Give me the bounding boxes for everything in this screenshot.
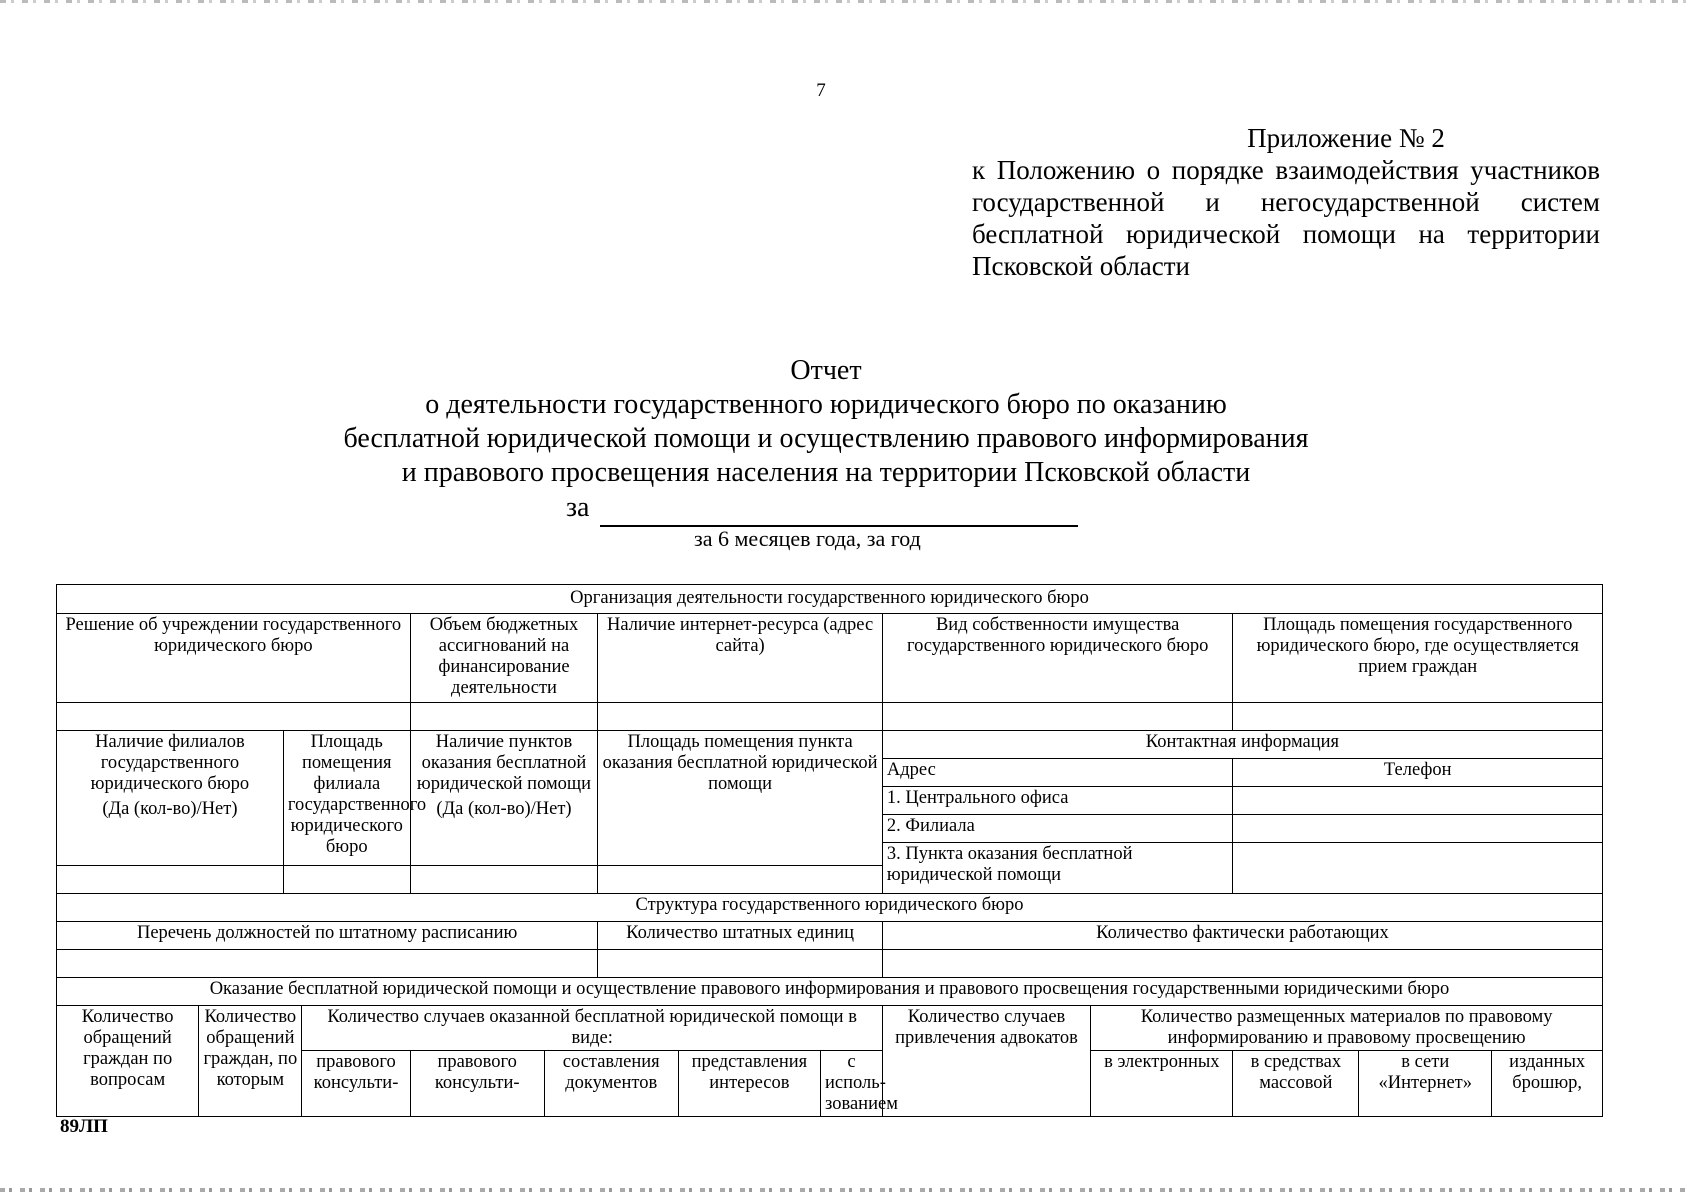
point-address-label: 3. Пункта оказания бесплатной юридической помощи <box>882 843 1233 894</box>
positions-header: Перечень должностей по штатному расписанию <box>57 922 598 950</box>
branch-phone <box>1233 815 1603 843</box>
point-area-value <box>598 866 883 894</box>
lawyers-header: Количество случаев привлечения адвокатов <box>882 1006 1090 1117</box>
branches-label: Наличие филиалов государственного юридического бюро <box>90 732 250 794</box>
internet-header: Наличие интернет-ресурса (адрес сайта) <box>598 614 883 703</box>
internet-net-header: в сети «Интернет» <box>1359 1051 1492 1117</box>
req-on-issues-header: Количество обращений граждан по вопросам <box>57 1006 199 1117</box>
using-header: с исполь- зованием <box>821 1051 883 1117</box>
appendix-body: к Положению о порядке взаимодействия участников государственной и негосударственной систем бесплатной юридической помощи на территории Псковской области <box>972 155 1600 281</box>
contact-header: Контактная информация <box>882 731 1602 759</box>
points-label: Наличие пунктов оказания бесплатной юридической помощи <box>416 732 592 794</box>
phone-header: Телефон <box>1233 759 1603 787</box>
points-value <box>410 866 598 894</box>
ownership-header: Вид собственности имущества государственного юридического бюро <box>882 614 1233 703</box>
page-number: 7 <box>816 80 826 101</box>
budget-header: Объем бюджетных ассигнований на финансирование деятельности <box>410 614 598 703</box>
points-header <box>410 731 598 866</box>
ownership-value <box>882 703 1233 731</box>
internet-value <box>598 703 883 731</box>
positions-value <box>57 950 598 978</box>
report-title: Отчет <box>790 355 862 386</box>
appendix-title: Приложение № 2 <box>1247 123 1445 153</box>
decision-header: Решение об учреждении государственного юридического бюро <box>57 614 411 703</box>
electronic-header: в электронных <box>1091 1051 1233 1117</box>
period-hint: за 6 месяцев года, за год <box>694 526 921 551</box>
staff-units-header: Количество штатных единиц <box>598 922 883 950</box>
cases-types-header: Количество случаев оказанной бесплатной юридической помощи в виде: <box>302 1006 883 1051</box>
point-area-header: Площадь помещения пункта оказания бесплатной юридической помощи <box>598 731 883 866</box>
points-note: (Да (кол-во)/Нет) <box>436 799 572 819</box>
scan-edge-bottom <box>0 1188 1686 1192</box>
central-office-label: 1. Центрального офиса <box>882 787 1233 815</box>
actual-workers-header: Количество фактически работающих <box>882 922 1602 950</box>
branches-header <box>57 731 284 866</box>
branches-note: (Да (кол-во)/Нет) <box>102 799 238 819</box>
representation-header: представления интересов <box>678 1051 820 1117</box>
oral-consult-header: правового консульти- <box>302 1051 410 1117</box>
central-office-phone <box>1233 787 1603 815</box>
brochures-header: изданных брошюр, <box>1492 1051 1603 1117</box>
budget-value <box>410 703 598 731</box>
materials-header: Количество размещенных материалов по правовому информированию и правовому просвещению <box>1091 1006 1603 1051</box>
report-subtitle-1: о деятельности государственного юридического бюро по оказанию <box>425 389 1227 420</box>
req-on-which-header: Количество обращений граждан, по которым <box>199 1006 302 1117</box>
report-subtitle-2: бесплатной юридической помощи и осуществлению правового информирования <box>343 423 1309 454</box>
structure-section-header: Структура государственного юридического бюро <box>57 894 1603 922</box>
branches-value <box>57 866 284 894</box>
documents-header: составления документов <box>544 1051 678 1117</box>
decision-value <box>57 703 411 731</box>
point-phone <box>1233 843 1603 894</box>
branch-address-label: 2. Филиала <box>882 815 1233 843</box>
branch-area-value <box>283 866 410 894</box>
address-header: Адрес <box>882 759 1233 787</box>
branch-area-header: Площадь помещения филиала государственного юридического бюро <box>283 731 410 866</box>
actual-workers-value <box>882 950 1602 978</box>
area-reception-value <box>1233 703 1603 731</box>
period-prefix: за <box>566 492 590 523</box>
footer-code: 89ЛП <box>60 1116 108 1137</box>
org-section-header: Организация деятельности государственного юридического бюро <box>57 585 1603 614</box>
scan-edge-top <box>0 0 1686 3</box>
report-subtitle-3: и правового просвещения населения на территории Псковской области <box>401 457 1251 488</box>
media-header: в средствах массовой <box>1233 1051 1359 1117</box>
area-reception-header: Площадь помещения государственного юридического бюро, где осуществляется прием граждан <box>1233 614 1603 703</box>
assistance-section-header: Оказание бесплатной юридической помощи и осуществление правового информирования и правового просвещения государственными юридическими бюро <box>57 978 1603 1006</box>
appendix-block <box>972 122 1600 282</box>
report-table <box>56 584 1603 1117</box>
staff-units-value <box>598 950 883 978</box>
report-heading <box>0 354 1652 490</box>
written-consult-header: правового консульти- <box>410 1051 544 1117</box>
